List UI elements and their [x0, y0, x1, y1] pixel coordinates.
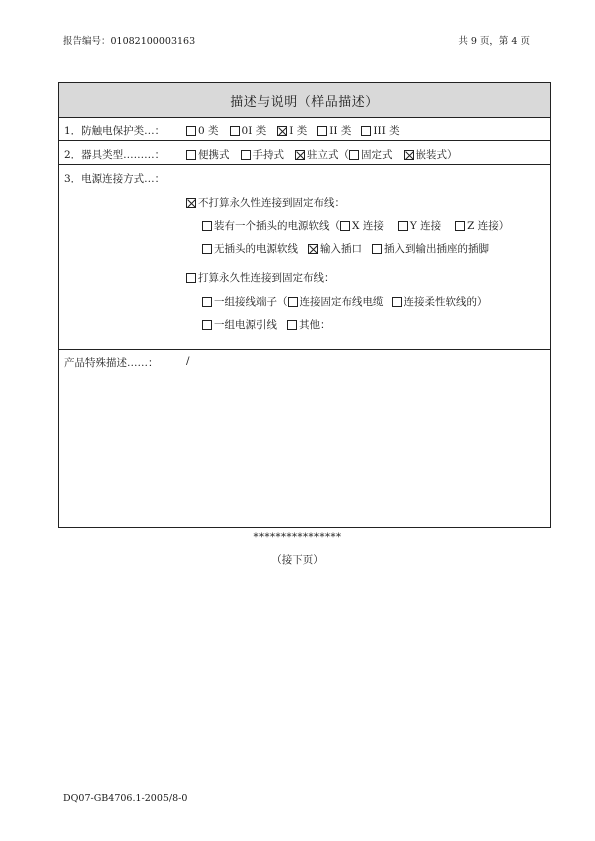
option-label: 嵌装式）: [415, 149, 458, 161]
checkbox[interactable]: [186, 150, 196, 160]
option-label: Z 连接）: [467, 220, 510, 232]
description-form: [58, 82, 551, 528]
option-cord-with-plug[interactable]: [202, 218, 340, 233]
option-stationary[interactable]: [295, 147, 349, 162]
option-label: 驻立式（: [307, 149, 349, 161]
checkbox[interactable]: [277, 126, 287, 136]
option-pins-into-socket[interactable]: [372, 241, 489, 256]
option-label: 一组接线端子（: [214, 296, 288, 308]
option-x-connection[interactable]: [340, 218, 384, 233]
form-title: 描述与说明（样品描述）: [59, 83, 550, 118]
connection-label: 3．电源连接方式…：: [64, 173, 166, 185]
permanent-line: [186, 270, 335, 285]
not-permanent-line: [186, 195, 345, 210]
protection-class-options: [186, 123, 400, 138]
checkbox[interactable]: [340, 221, 350, 231]
option-label: II 类: [329, 125, 352, 137]
checkbox[interactable]: [349, 150, 359, 160]
option-label: 不打算永久性连接到固定布线：: [198, 197, 345, 209]
checkbox[interactable]: [392, 297, 402, 307]
checkbox[interactable]: [186, 273, 196, 283]
option-built-in[interactable]: [404, 147, 458, 162]
option-label: 0 类: [198, 125, 219, 137]
option-label: 打算永久性连接到固定布线：: [198, 272, 335, 284]
checkbox[interactable]: [202, 297, 212, 307]
option-terminals[interactable]: [202, 294, 288, 309]
option-portable[interactable]: [186, 147, 230, 162]
cord-without-plug-line: [202, 241, 489, 256]
option-label: 0I 类: [241, 125, 267, 137]
option-label: 无插头的电源软线: [214, 243, 298, 255]
checkbox[interactable]: [398, 221, 408, 231]
appliance-type-options: [186, 147, 458, 162]
option-label: 其他：: [299, 319, 331, 331]
option-protection-class[interactable]: [317, 123, 351, 138]
special-description-label: 产品特殊描述……：: [64, 357, 159, 369]
option-inlet[interactable]: [308, 241, 362, 256]
option-fixed-cable[interactable]: [288, 294, 384, 309]
option-label: 手持式: [252, 149, 284, 161]
appliance-type-label: 2．器具类型………：: [64, 149, 166, 161]
special-description-row: [59, 350, 550, 527]
checkbox[interactable]: [230, 126, 240, 136]
footer-code: DQ07-GB4706.1-2005/8-0: [63, 793, 188, 804]
option-label: 便携式: [198, 149, 230, 161]
option-not-permanent[interactable]: [186, 195, 345, 210]
checkbox[interactable]: [241, 150, 251, 160]
option-cord-without-plug[interactable]: [202, 241, 298, 256]
option-label: X 连接: [352, 220, 384, 232]
protection-class-label: 1．防触电保护类…：: [64, 125, 166, 137]
option-protection-class[interactable]: [186, 123, 219, 138]
checkbox[interactable]: [455, 221, 465, 231]
terminals-line: [202, 294, 488, 309]
option-protection-class[interactable]: [361, 123, 399, 138]
page-info: 共 9 页，第 4 页: [458, 36, 530, 47]
option-label: 一组电源引线: [214, 319, 277, 331]
appliance-type-row: [59, 141, 550, 165]
option-label: III 类: [373, 125, 400, 137]
option-z-connection[interactable]: [455, 218, 509, 233]
checkbox[interactable]: [404, 150, 414, 160]
option-fixed[interactable]: [349, 147, 393, 162]
checkbox[interactable]: [361, 126, 371, 136]
option-label: I 类: [289, 125, 308, 137]
checkbox[interactable]: [287, 320, 297, 330]
cord-with-plug-line: [202, 218, 509, 233]
option-label: 装有一个插头的电源软线（: [214, 220, 340, 232]
checkbox[interactable]: [372, 244, 382, 254]
checkbox[interactable]: [317, 126, 327, 136]
checkbox[interactable]: [186, 198, 196, 208]
supply-leads-line: [202, 317, 331, 332]
report-number: 报告编号：01082100003163: [63, 36, 196, 47]
option-label: 输入插口: [320, 243, 362, 255]
option-y-connection[interactable]: [398, 218, 441, 233]
option-other[interactable]: [287, 317, 331, 332]
option-protection-class[interactable]: [230, 123, 267, 138]
option-flexible-cord[interactable]: [392, 294, 488, 309]
checkbox[interactable]: [308, 244, 318, 254]
checkbox[interactable]: [202, 320, 212, 330]
option-label: 连接柔性软线的）: [403, 296, 488, 308]
checkbox[interactable]: [295, 150, 305, 160]
option-handheld[interactable]: [241, 147, 285, 162]
checkbox[interactable]: [202, 221, 212, 231]
special-description-value: /: [186, 355, 190, 367]
option-permanent[interactable]: [186, 270, 335, 285]
option-supply-leads[interactable]: [202, 317, 277, 332]
end-marker: ****************: [253, 532, 342, 543]
option-protection-class[interactable]: [277, 123, 307, 138]
protection-class-row: [59, 118, 550, 141]
option-label: 连接固定布线电缆: [299, 296, 384, 308]
checkbox[interactable]: [202, 244, 212, 254]
continued-note: （接下页）: [271, 554, 324, 566]
checkbox[interactable]: [186, 126, 196, 136]
checkbox[interactable]: [288, 297, 298, 307]
option-label: Y 连接: [409, 220, 442, 232]
connection-row: [59, 165, 550, 350]
option-label: 插入到输出插座的插脚: [384, 243, 489, 255]
option-label: 固定式: [361, 149, 393, 161]
